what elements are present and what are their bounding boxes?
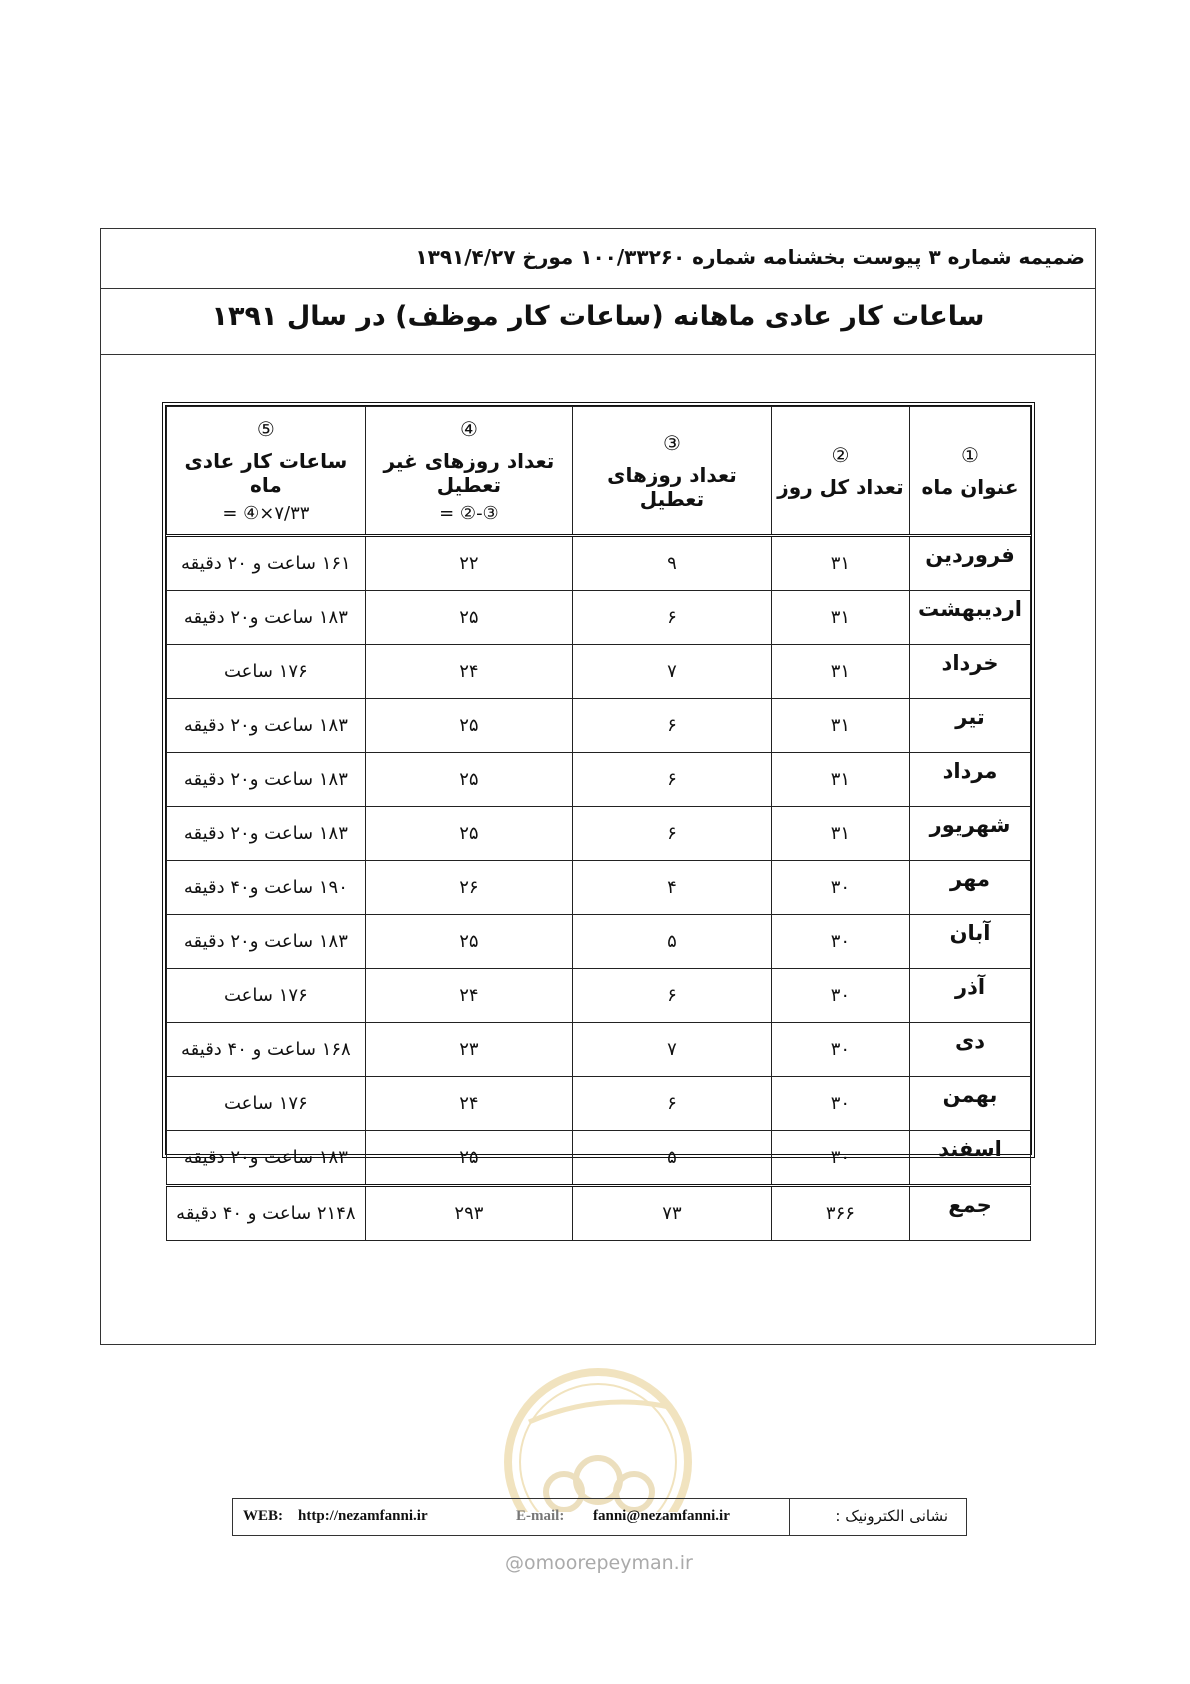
holidays-cell: ۶ bbox=[573, 807, 772, 861]
total-days-cell: ۳۱ bbox=[771, 536, 909, 591]
col-header-holidays bbox=[573, 407, 772, 536]
total-hours-cell: ۲۱۴۸ ساعت و ۴۰ دقیقه bbox=[167, 1186, 366, 1241]
web-label: WEB: bbox=[243, 1508, 284, 1524]
month-cell: اردیبهشت bbox=[910, 591, 1031, 645]
table-row bbox=[167, 753, 1031, 807]
email-link[interactable]: fanni@nezamfanni.ir bbox=[593, 1508, 730, 1524]
hours-cell: ۱۸۳ ساعت و۲۰ دقیقه bbox=[167, 1131, 366, 1186]
holidays-cell: ۷ bbox=[573, 1023, 772, 1077]
total-days-cell: ۳۰ bbox=[771, 1023, 909, 1077]
col-number: ① bbox=[961, 442, 979, 467]
table-row bbox=[167, 969, 1031, 1023]
table-row bbox=[167, 645, 1031, 699]
table-total-row bbox=[167, 1186, 1031, 1241]
month-cell: مرداد bbox=[910, 753, 1031, 807]
table-row bbox=[167, 807, 1031, 861]
month-cell: فروردین bbox=[910, 536, 1031, 591]
page-title: ساعات کار عادی ماهانه (ساعات کار موظف) در سال ۱۳۹۱ bbox=[101, 289, 1095, 355]
table-row bbox=[167, 915, 1031, 969]
workdays-cell: ۲۵ bbox=[365, 753, 572, 807]
total-month-cell: جمع bbox=[910, 1186, 1031, 1241]
total-workdays-cell: ۲۹۳ bbox=[365, 1186, 572, 1241]
month-cell: دی bbox=[910, 1023, 1031, 1077]
holidays-cell: ۴ bbox=[573, 861, 772, 915]
total-days-cell: ۳۱ bbox=[771, 645, 909, 699]
table-row bbox=[167, 861, 1031, 915]
workdays-cell: ۲۵ bbox=[365, 915, 572, 969]
attachment-line: ضمیمه شماره ۳ پیوست بخشنامه شماره ۱۰۰/۳۳۲۶۰ مورخ ۱۳۹۱/۴/۲۷ bbox=[101, 229, 1095, 289]
workdays-cell: ۲۶ bbox=[365, 861, 572, 915]
total-days-cell: ۳۰ bbox=[771, 915, 909, 969]
total-days-cell: ۳۰ bbox=[771, 1131, 909, 1186]
month-cell: تیر bbox=[910, 699, 1031, 753]
holidays-cell: ۵ bbox=[573, 1131, 772, 1186]
table-header-row bbox=[167, 407, 1031, 536]
workdays-cell: ۲۲ bbox=[365, 536, 572, 591]
workdays-cell: ۲۴ bbox=[365, 645, 572, 699]
hours-cell: ۱۷۶ ساعت bbox=[167, 645, 366, 699]
col-number: ③ bbox=[662, 430, 681, 455]
holidays-cell: ۶ bbox=[573, 699, 772, 753]
month-cell: اسفند bbox=[910, 1131, 1031, 1186]
hours-table bbox=[166, 406, 1031, 1241]
address-label: نشانی الکترونیک : bbox=[789, 1499, 968, 1535]
footer-contact-bar bbox=[232, 1498, 967, 1536]
hours-cell: ۱۸۳ ساعت و۲۰ دقیقه bbox=[167, 699, 366, 753]
col-label: تعداد کل روز bbox=[777, 474, 904, 499]
total-holidays-cell: ۷۳ bbox=[573, 1186, 772, 1241]
web-info bbox=[243, 1508, 428, 1525]
total-days-cell: ۳۱ bbox=[771, 591, 909, 645]
hours-cell: ۱۷۶ ساعت bbox=[167, 969, 366, 1023]
table-row bbox=[167, 536, 1031, 591]
holidays-cell: ۶ bbox=[573, 753, 772, 807]
table-row bbox=[167, 1023, 1031, 1077]
month-cell: بهمن bbox=[910, 1077, 1031, 1131]
total-days-cell: ۳۱ bbox=[771, 753, 909, 807]
col-number: ② bbox=[831, 442, 850, 467]
workdays-cell: ۲۴ bbox=[365, 1077, 572, 1131]
hours-cell: ۱۸۳ ساعت و۲۰ دقیقه bbox=[167, 915, 366, 969]
workdays-cell: ۲۴ bbox=[365, 969, 572, 1023]
watermark: @omoorepeyman.ir bbox=[505, 1552, 693, 1574]
web-link[interactable]: http://nezamfanni.ir bbox=[298, 1508, 428, 1524]
col-number: ⑤ bbox=[256, 417, 275, 441]
holidays-cell: ۷ bbox=[573, 645, 772, 699]
holidays-cell: ۶ bbox=[573, 591, 772, 645]
table-row bbox=[167, 1077, 1031, 1131]
hours-cell: ۱۶۱ ساعت و ۲۰ دقیقه bbox=[167, 536, 366, 591]
col-label: عنوان ماه bbox=[921, 474, 1019, 499]
col-number: ④ bbox=[459, 417, 478, 441]
month-cell: شهریور bbox=[910, 807, 1031, 861]
email-label: E-mail: bbox=[516, 1508, 565, 1524]
table-row bbox=[167, 1131, 1031, 1186]
total-days-cell: ۳۰ bbox=[771, 861, 909, 915]
workdays-cell: ۲۵ bbox=[365, 591, 572, 645]
col-header-workdays bbox=[365, 407, 572, 536]
hours-cell: ۱۸۳ ساعت و۲۰ دقیقه bbox=[167, 807, 366, 861]
hours-cell: ۱۹۰ ساعت و۴۰ دقیقه bbox=[167, 861, 366, 915]
hours-cell: ۱۶۸ ساعت و ۴۰ دقیقه bbox=[167, 1023, 366, 1077]
holidays-cell: ۶ bbox=[573, 1077, 772, 1131]
hours-cell: ۱۸۳ ساعت و۲۰ دقیقه bbox=[167, 753, 366, 807]
month-cell: آبان bbox=[910, 915, 1031, 969]
total-days-cell: ۳۱ bbox=[771, 807, 909, 861]
table-row bbox=[167, 699, 1031, 753]
hours-cell: ۱۸۳ ساعت و۲۰ دقیقه bbox=[167, 591, 366, 645]
workdays-cell: ۲۵ bbox=[365, 807, 572, 861]
month-cell: آذر bbox=[910, 969, 1031, 1023]
col-formula: = ②-③ bbox=[439, 503, 499, 524]
month-cell: مهر bbox=[910, 861, 1031, 915]
total-days-cell: ۳۱ bbox=[771, 699, 909, 753]
holidays-cell: ۵ bbox=[573, 915, 772, 969]
col-label: تعداد روزهای تعطیل bbox=[607, 462, 737, 511]
holidays-cell: ۶ bbox=[573, 969, 772, 1023]
table-row bbox=[167, 591, 1031, 645]
total-total-days-cell: ۳۶۶ bbox=[771, 1186, 909, 1241]
total-days-cell: ۳۰ bbox=[771, 1077, 909, 1131]
col-header-total-days bbox=[771, 407, 909, 536]
hours-table-frame bbox=[162, 402, 1035, 1224]
seal-logo bbox=[489, 1352, 707, 1512]
month-cell: خرداد bbox=[910, 645, 1031, 699]
total-days-cell: ۳۰ bbox=[771, 969, 909, 1023]
col-formula: = ④×۷/۳۳ bbox=[222, 503, 310, 524]
workdays-cell: ۲۵ bbox=[365, 699, 572, 753]
col-label: ساعات کار عادی ماه bbox=[184, 449, 348, 497]
col-label: تعداد روزهای غیر تعطیل bbox=[383, 449, 555, 497]
hours-cell: ۱۷۶ ساعت bbox=[167, 1077, 366, 1131]
holidays-cell: ۹ bbox=[573, 536, 772, 591]
col-header-hours bbox=[167, 407, 366, 536]
workdays-cell: ۲۵ bbox=[365, 1131, 572, 1186]
col-header-month bbox=[910, 407, 1031, 536]
workdays-cell: ۲۳ bbox=[365, 1023, 572, 1077]
